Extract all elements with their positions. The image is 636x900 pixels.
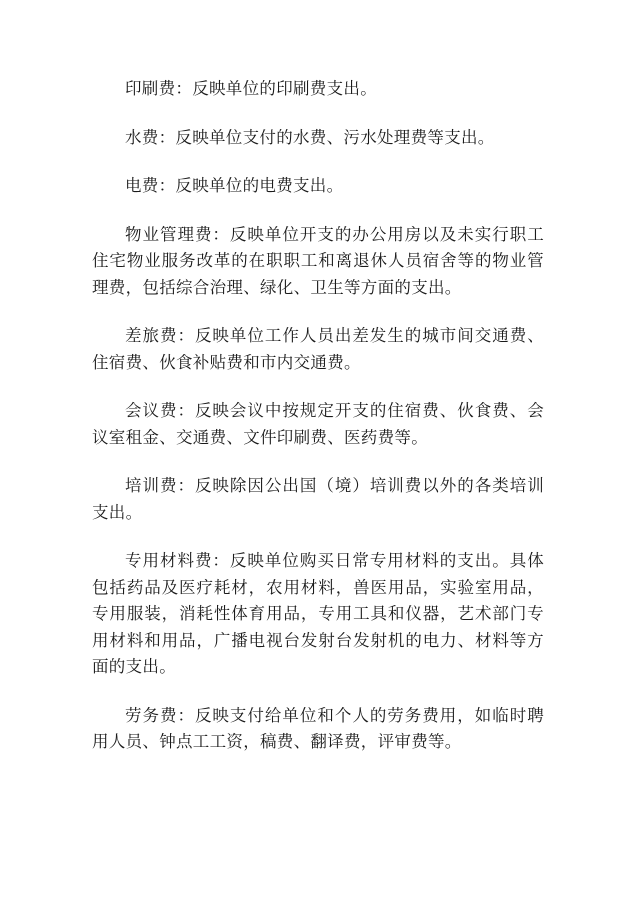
paragraph-training-fee: 培训费：反映除因公出国（境）培训费以外的各类培训支出。	[92, 476, 544, 522]
paragraph-water-fee: 水费：反映单位支付的水费、污水处理费等支出。	[125, 127, 495, 147]
paragraph-meeting-fee: 会议费：反映会议中按规定开支的住宿费、伙食费、会议室租金、交通费、文件印刷费、医药费等。	[92, 401, 544, 447]
paragraph-printing-fee: 印刷费：反映单位的印刷费支出。	[125, 79, 377, 98]
paragraph-special-materials-fee: 专用材料费：反映单位购买日常专用材料的支出。具体包括药品及医疗耗材，农用材料，兽医用品，实验室用品，专用服装，消耗性体育用品，专用工具和仪器，艺术部门专用材料和用品，广播电视台发射台发射机的电力、材料等方面的支出。	[92, 551, 544, 676]
paragraph-labor-fee: 劳务费：反映支付给单位和个人的劳务费用，如临时聘用人员、钟点工工资，稿费、翻译费，评审费等。	[92, 705, 544, 751]
paragraph-property-management-fee: 物业管理费：反映单位开支的办公用房以及未实行职工住宅物业服务改革的在职职工和离退休人员宿舍等的物业管理费，包括综合治理、绿化、卫生等方面的支出。	[92, 224, 544, 297]
paragraph-electricity-fee: 电费：反映单位的电费支出。	[125, 176, 344, 195]
document-body	[92, 76, 544, 778]
paragraph-travel-fee: 差旅费：反映单位工作人员出差发生的城市间交通费、住宿费、伙食补贴费和市内交通费。	[92, 326, 544, 372]
